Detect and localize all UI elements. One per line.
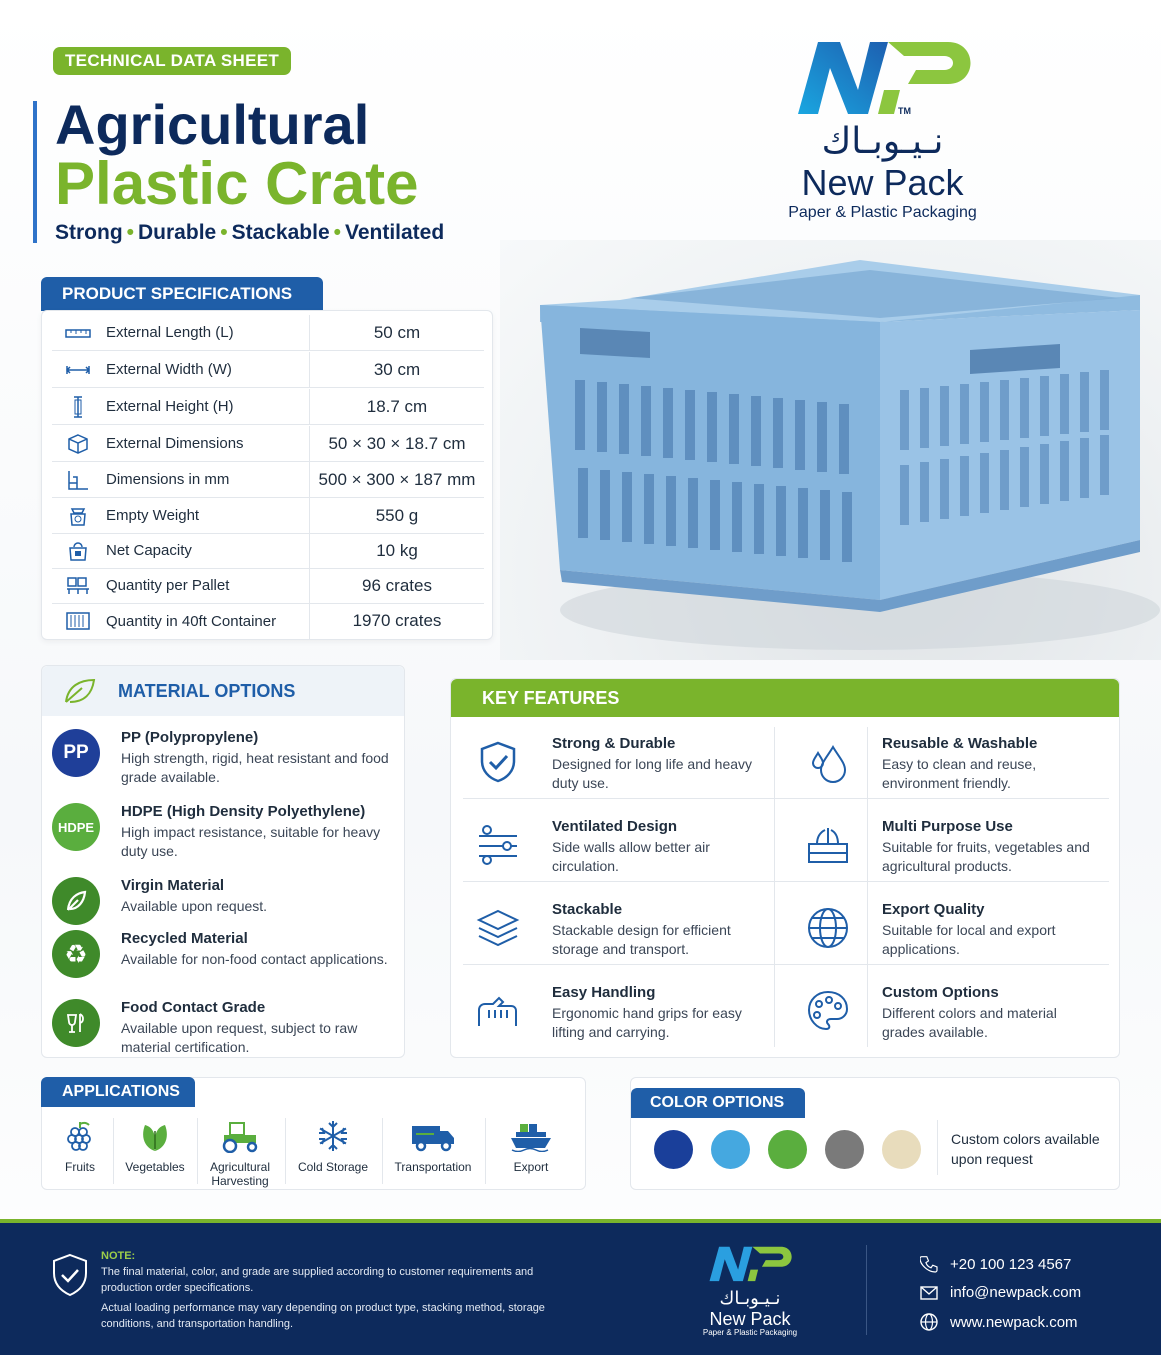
height-icon [60, 395, 96, 419]
subtitle-word: Stackable [231, 221, 330, 244]
title-accent-bar [33, 101, 37, 243]
subtitle-word: Durable [138, 221, 217, 244]
color-swatch-light-blue[interactable] [711, 1130, 750, 1169]
crate-illustration-icon [500, 240, 1161, 660]
np-logo-mark-icon [788, 34, 978, 118]
feature-name: Export Quality [882, 901, 985, 918]
application-divider [197, 1118, 198, 1184]
spec-label: Quantity per Pallet [106, 577, 230, 594]
application-item [388, 1118, 478, 1174]
feature-desc: Ergonomic hand grips for easy lifting and carrying. [552, 1005, 742, 1040]
email-contact[interactable] [920, 1284, 1081, 1301]
material-desc: Available upon request, subject to raw material certification. [121, 1020, 358, 1055]
water-drops-icon [805, 739, 851, 785]
material-desc: Available upon request. [121, 898, 268, 914]
feature-item [451, 889, 776, 971]
ventilation-icon [475, 822, 521, 868]
application-divider [485, 1118, 486, 1184]
color-divider [937, 1120, 938, 1175]
food-grade-icon [52, 999, 100, 1047]
application-label: Transportation [394, 1160, 472, 1174]
application-label: Fruits [65, 1160, 95, 1174]
feature-item [781, 972, 1106, 1054]
hdpe-badge-icon: HDPE [52, 803, 100, 851]
color-swatch-navy[interactable] [654, 1130, 693, 1169]
feature-desc: Easy to clean and reuse, environment friendly. [882, 756, 1037, 791]
subtitle-word: Strong [55, 221, 123, 244]
spec-label: External Height (H) [106, 398, 234, 415]
feature-desc: Stackable design for efficient storage and transport. [552, 922, 731, 957]
hand-grip-icon [475, 988, 521, 1034]
np-logo-mark-icon [702, 1243, 798, 1283]
feature-name: Easy Handling [552, 984, 656, 1001]
ruler-icon [60, 321, 96, 345]
application-divider [285, 1118, 286, 1184]
brand-logo [780, 34, 985, 222]
phone-contact[interactable] [920, 1255, 1071, 1273]
spec-value: 50 × 30 × 18.7 cm [309, 426, 484, 461]
spec-row [52, 352, 484, 388]
material-options-header [42, 666, 404, 716]
spec-row [52, 315, 484, 351]
spec-label: Net Capacity [106, 542, 192, 559]
specs-heading: PRODUCT SPECIFICATIONS [41, 277, 323, 311]
material-desc: High strength, rigid, heat resistant and food grade available. [121, 750, 389, 785]
feature-item [451, 806, 776, 888]
pallet-icon [60, 574, 96, 598]
spec-value: 10 kg [309, 533, 484, 568]
application-divider [113, 1118, 114, 1184]
feature-item [451, 723, 776, 805]
shield-check-icon [475, 739, 521, 785]
feature-desc: Designed for long life and heavy duty use. [552, 756, 753, 791]
application-item [50, 1118, 110, 1174]
feature-name: Reusable & Washable [882, 735, 1038, 752]
note-title: NOTE: [101, 1250, 136, 1262]
material-options-heading: MATERIAL OPTIONS [118, 681, 296, 701]
stack-layers-icon [475, 905, 521, 951]
spec-value: 96 crates [309, 568, 484, 603]
footer-logo-tagline: Paper & Plastic Packaging [702, 1328, 798, 1337]
phone-icon [920, 1255, 940, 1273]
spec-row [52, 568, 484, 604]
material-name: Food Contact Grade [121, 999, 266, 1016]
application-item [202, 1118, 278, 1188]
dimensions-icon [60, 468, 96, 492]
palette-icon [805, 988, 851, 1034]
color-swatch-green[interactable] [768, 1130, 807, 1169]
application-item [292, 1118, 374, 1174]
spec-row [52, 462, 484, 498]
footer-logo-arabic: نـيـوبـاك [719, 1288, 781, 1309]
spec-label: Quantity in 40ft Container [106, 612, 277, 630]
material-options-panel [41, 665, 405, 1058]
spec-row [52, 498, 484, 534]
title-line-1: Agricultural [55, 93, 370, 156]
website-contact[interactable] [920, 1313, 1078, 1331]
spec-row [52, 603, 484, 639]
recycle-icon: ♻ [52, 930, 100, 978]
feature-item [781, 806, 1106, 888]
material-name: HDPE (High Density Polyethylene) [121, 803, 366, 820]
cube-icon [60, 432, 96, 456]
logo-arabic-name: نـيـوبـاك [821, 121, 944, 162]
application-item [498, 1118, 564, 1174]
spec-row [52, 533, 484, 569]
feature-name: Strong & Durable [552, 735, 676, 752]
virgin-leaf-icon [52, 877, 100, 925]
material-desc: High impact resistance, suitable for heavy duty use. [121, 824, 381, 859]
truck-icon [388, 1118, 478, 1154]
trademark-mark: TM [897, 106, 911, 116]
material-name: Virgin Material [121, 877, 225, 894]
application-label: Vegetables [125, 1160, 185, 1174]
title-line-2: Plastic Crate [55, 150, 419, 217]
globe-icon [805, 905, 851, 951]
envelope-icon [920, 1286, 940, 1300]
material-name: Recycled Material [121, 930, 248, 947]
feature-name: Multi Purpose Use [882, 818, 1013, 835]
application-label: Cold Storage [297, 1160, 369, 1174]
feature-item [451, 972, 776, 1054]
weight-bag-icon [60, 539, 96, 563]
application-label: Agricultural Harvesting [209, 1160, 271, 1188]
spec-row [52, 389, 484, 425]
footer-logo-name: New Pack [709, 1309, 791, 1329]
spec-label: Empty Weight [106, 507, 200, 524]
spec-value: 30 cm [309, 352, 484, 387]
leaf-icon [62, 676, 98, 711]
feature-item [781, 889, 1106, 971]
footer-divider [866, 1245, 867, 1335]
container-icon [60, 609, 96, 633]
grapes-icon [50, 1118, 110, 1154]
feature-name: Stackable [552, 901, 623, 918]
vegetables-icon [120, 1118, 190, 1154]
globe-icon [920, 1313, 940, 1331]
material-desc: Available for non-food contact applications. [121, 951, 388, 967]
key-features-panel [450, 678, 1120, 1058]
produce-crate-icon [805, 822, 851, 868]
spec-value: 500 × 300 × 187 mm [309, 462, 484, 497]
feature-desc: Different colors and material grades available. [882, 1005, 1057, 1040]
spec-label: External Length (L) [106, 324, 234, 341]
applications-heading: APPLICATIONS [41, 1077, 195, 1107]
application-item [120, 1118, 190, 1174]
logo-tagline: Paper & Plastic Packaging [788, 204, 977, 221]
snowflake-icon [292, 1118, 374, 1154]
spec-value: 1970 crates [309, 603, 484, 639]
feature-desc: Suitable for local and export applications. [882, 922, 1056, 957]
spec-value: 18.7 cm [309, 389, 484, 424]
application-label: Export [513, 1160, 549, 1174]
cargo-ship-icon [498, 1118, 564, 1154]
color-swatch-beige[interactable] [882, 1130, 921, 1169]
application-divider [382, 1118, 383, 1184]
shield-check-icon [52, 1253, 88, 1302]
scale-icon [60, 504, 96, 528]
feature-desc: Side walls allow better air circulation. [552, 839, 710, 874]
subtitle-word: Ventilated [344, 221, 445, 244]
feature-name: Ventilated Design [552, 818, 678, 835]
crate-photo [500, 240, 1161, 660]
logo-name: New Pack [801, 162, 964, 203]
color-options-heading: COLOR OPTIONS [631, 1088, 805, 1118]
tractor-icon [202, 1118, 278, 1154]
subtitle: Strong • Durable • Stackable • Ventilated [55, 221, 445, 244]
pp-badge-icon: PP [52, 729, 100, 777]
spec-value: 550 g [309, 498, 484, 533]
material-name: PP (Polypropylene) [121, 729, 259, 746]
spec-value: 50 cm [309, 315, 484, 350]
phone-number: +20 100 123 4567 [950, 1255, 1072, 1273]
footer [0, 1219, 1161, 1355]
footer-logo [700, 1243, 800, 1337]
specs-table [41, 310, 493, 640]
note-paragraph: The final material, color, and grade are supplied according to customer requirements and production order specifications. [101, 1266, 534, 1294]
feature-name: Custom Options [882, 984, 999, 1001]
width-icon [60, 358, 96, 382]
spec-label: Dimensions in mm [106, 471, 230, 488]
feature-desc: Suitable for fruits, vegetables and agricultural products. [882, 839, 1090, 874]
feature-item [781, 723, 1106, 805]
website-url: www.newpack.com [950, 1313, 1078, 1331]
spec-row [52, 426, 484, 462]
key-features-heading: KEY FEATURES [451, 679, 1119, 717]
spec-label: External Dimensions [106, 435, 244, 452]
document-tag: TECHNICAL DATA SHEET [53, 47, 291, 75]
custom-colors-note: Custom colors available upon request [951, 1131, 1100, 1167]
color-swatch-grey[interactable] [825, 1130, 864, 1169]
email-address: info@newpack.com [950, 1284, 1082, 1301]
note-paragraph: Actual loading performance may vary depending on product type, stacking method, storage conditions, and transportation handling. [101, 1302, 545, 1330]
spec-label: External Width (W) [106, 361, 232, 378]
